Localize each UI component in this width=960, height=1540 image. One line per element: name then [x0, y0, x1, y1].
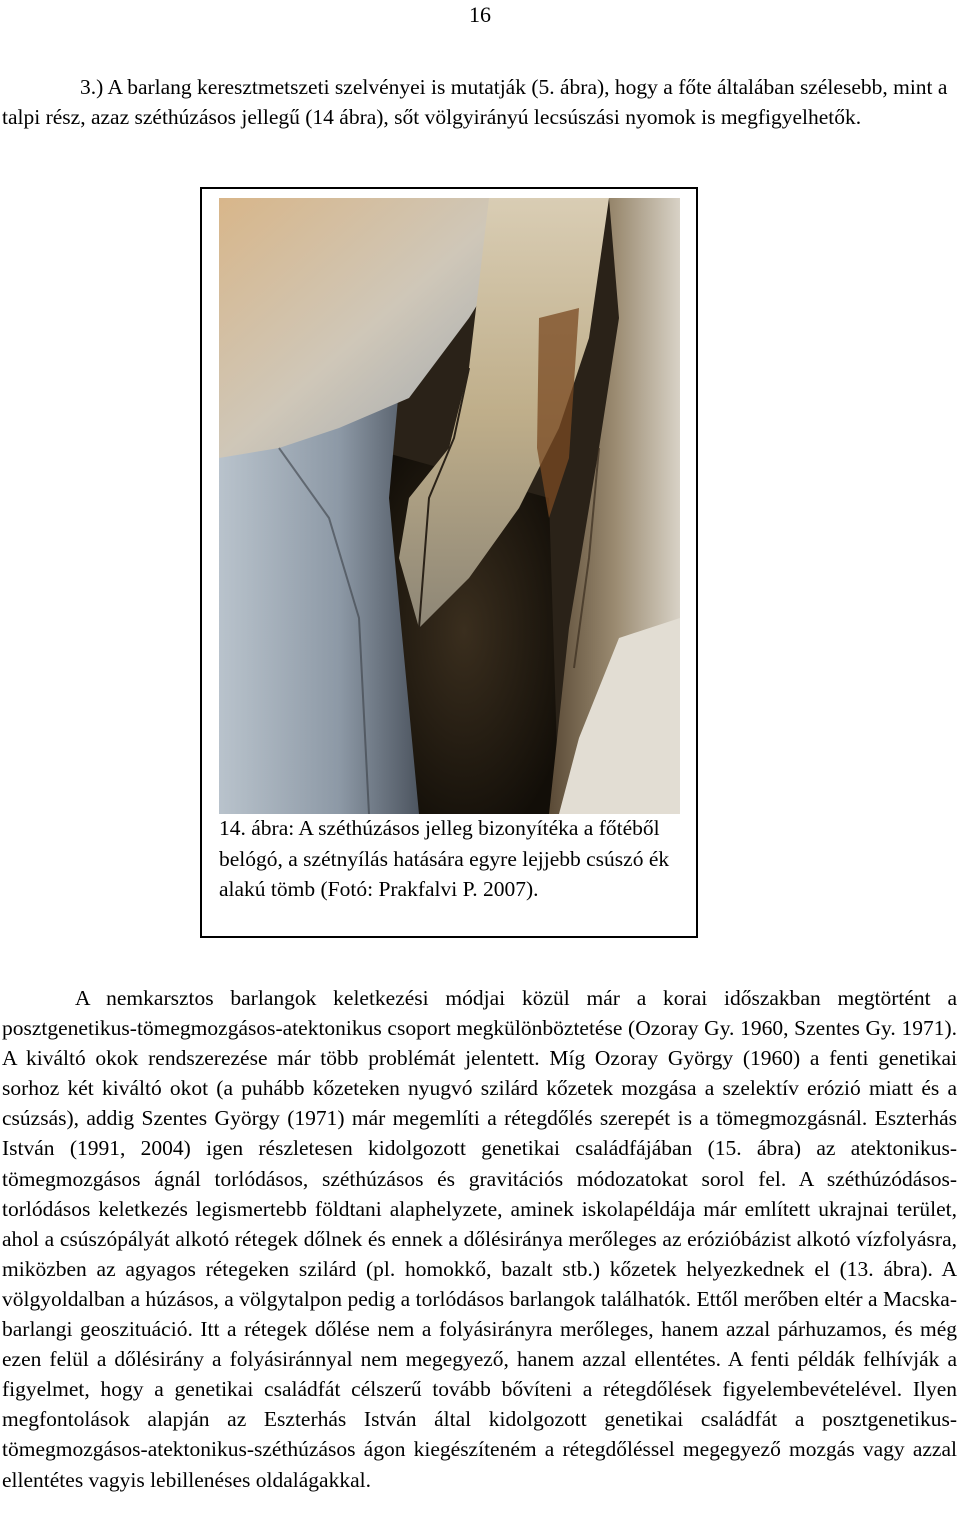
cave-photo	[219, 198, 680, 814]
intro-paragraph: 3.) A barlang keresztmetszeti szelvényei is mutatják (5. ábra), hogy a főte általában szélesebb, mint a talpi rész, azaz széthúzásos jellegű (14 ábra), sőt völgyirányú lecsúszási nyomok is megfigyelhetők.	[2, 75, 948, 129]
body-paragraph	[2, 983, 957, 1495]
figure-box	[200, 187, 698, 938]
body-paragraph-text: A nemkarsztos barlangok keletkezési módjai közül már a korai időszakban megtörtént a posztgenetikus-tömegmozgásos-atektonikus csoport megkülönböztetése (Ozoray Gy. 1960, Szentes Gy. 1971). A kiváltó okok rendszerezése már több problémát jelentett. Míg Ozoray György (1960) a fenti genetikai sorhoz két kiváltó okot (a puhább kőzeteken nyugvó szilárd kőzetek mozgása a szelektív erózió miatt és a csúzsás), addig Szentes György (1971) már megemlíti a rétegdőlés szerepét is a tömegmozgásnál. Eszterhás István (1991, 2004) igen részletesen kidolgozott genetikai családfájában (15. ábra) az atektonikus-tömegmozgásos ágnál torlódásos, széthúzásos és gravitációs módozatokat sorol fel. A széthúzódásos-torlódásos keletkezés legismertebb földtani alaphelyzete, aminek iskolapéldája már említett ukrajnai terület, ahol a csúszópályát alkotó rétegek dőlnek és ennek a dőlésiránya merőleges az erózióbázist alkotó vízfolyásra, miközben az agyagos rétegeken szilárd (pl. homokkő, bazalt stb.) kőzetek helyezkednek el (13. ábra). A völgyoldalban a húzásos, a völgytalpon pedig a torlódásos barlangok találhatók. Ettől merőben eltér a Macska-barlangi geoszituáció. Itt a rétegek dőlése nem a folyásirányra merőleges, hanem azzal párhuzamos, és még ezen felül a dőlésirány a folyásiránnyal nem megegyező, hanem azzal ellentétes. A fenti példák felhívják a figyelmet, hogy a genetikai családfát célszerű tovább bővíteni a rétegdőlések figyelembevételével. Ilyen megfontolások alapján az Eszterhás István által kidolgozott genetikai családfát a posztgenetikus-tömegmozgásos-atektonikus-széthúzásos ágon kiegészíteném a rétegdőléssel megegyező mozgás vagy azzal ellentétes vagyis lebillenéses oldalágakkal.	[2, 986, 957, 1492]
figure-caption: 14. ábra: A széthúzásos jelleg bizonyítéka a főtéből belógó, a szétnyílás hatására egyre lejjebb csúszó ék alakú tömb (Fotó: Prakfalvi P. 2007).	[219, 816, 670, 901]
page-number: 16	[469, 2, 491, 27]
cave-photo-image	[219, 198, 680, 814]
